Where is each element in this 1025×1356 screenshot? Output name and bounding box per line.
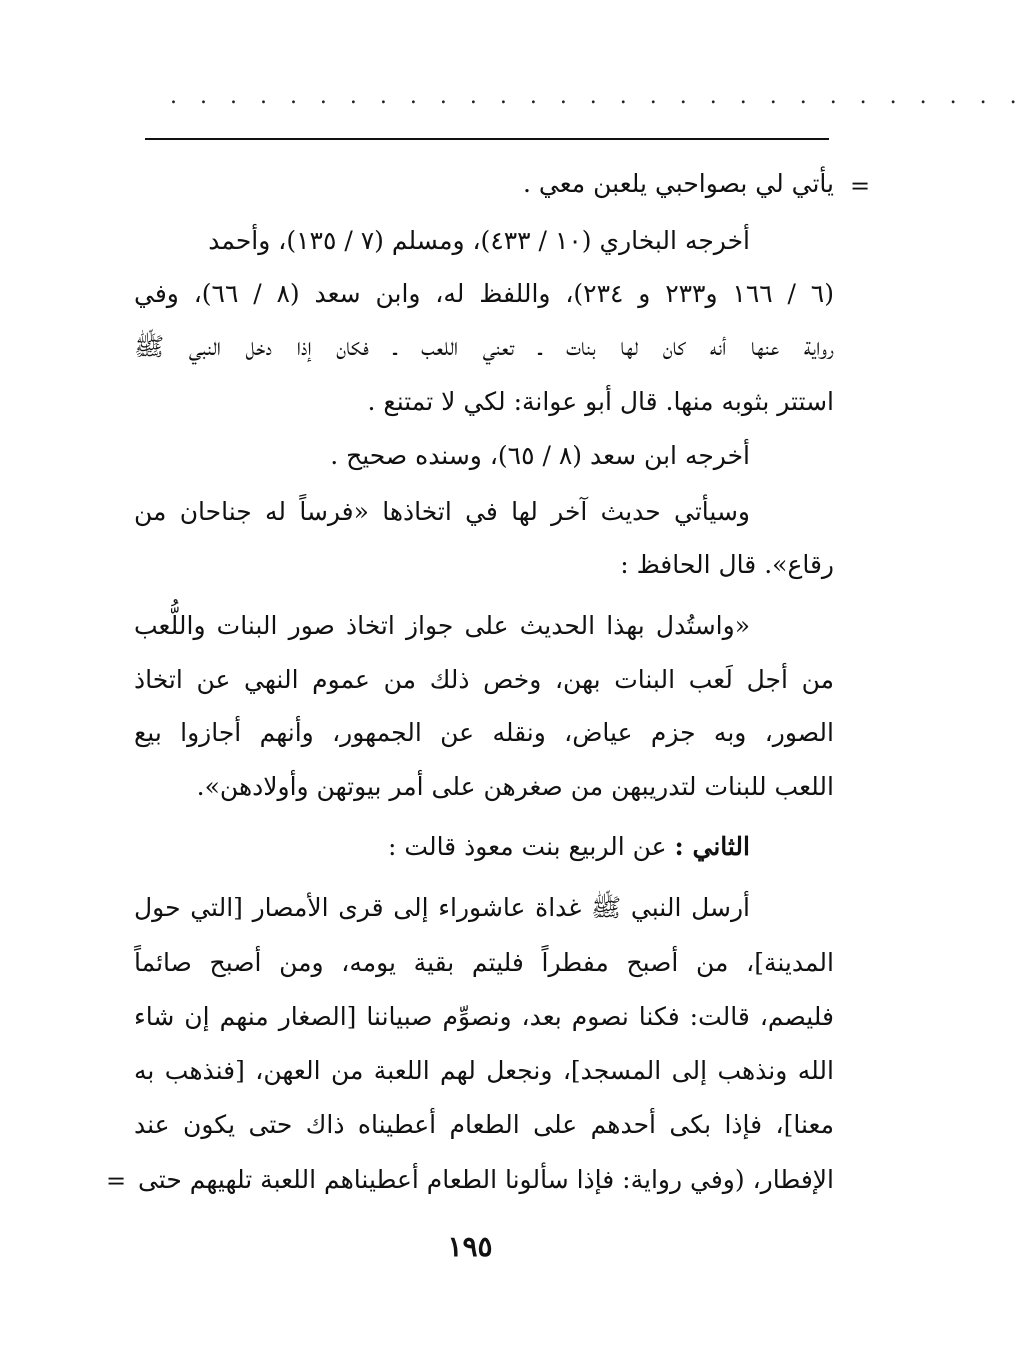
quote-line-4: اللعب للبنات لتدريبهن من صغرهن على أمر بيوتهن وأولادهن». (196, 772, 834, 801)
heading-bold-lead: الثاني : (674, 832, 750, 861)
text-line-3: (٦ / ١٦٦ و٢٣٣ و ٢٣٤)، واللفظ له، وابن سعد (٨ / ٦٦)، وفي (134, 279, 834, 308)
text-line-6: أخرجه ابن سعد (٨ / ٦٥)، وسنده صحيح . (330, 441, 750, 470)
text-line-7: وسيأتي حديث آخر لها في اتخاذها «فرساً له جناحان من (134, 497, 750, 526)
hadith-line-2: المدينة]، من أصبح مفطراً فليتم بقية يومه، ومن أصبح صائماً (134, 948, 834, 977)
quote-line-2: من أجل لَعب البنات بهن، وخص ذلك من عموم النهي عن اتخاذ (134, 665, 834, 694)
hadith-line-5: معنا]، فإذا بكى أحدهم على الطعام أعطيناه ذاك حتى يكون عند (134, 1110, 834, 1139)
hadith-line-6: الإفطار، (وفي رواية: فإذا سألونا الطعام أعطيناهم اللعبة تلهيهم حتى (137, 1165, 834, 1194)
second-hadith-heading (388, 827, 750, 867)
quote-line-1: «واستُدل بهذا الحديث على جواز اتخاذ صور البنات واللُّعب (134, 611, 750, 640)
hadith-line-4: الله ونذهب إلى المسجد]، ونجعل لهم اللعبة من العهن، [فنذهب به (134, 1056, 834, 1085)
footnote-rule (145, 138, 829, 140)
continuation-mark-top: = (850, 172, 871, 200)
text-line-2: أخرجه البخاري (١٠ / ٤٣٣)، ومسلم (٧ / ١٣٥)، وأحمد (208, 226, 750, 255)
header-dots: . . . . . . . . . . . . . . . . . . . . . . . . . . . . . (170, 84, 1025, 109)
text-line-5: استتر بثوبه منها. قال أبو عوانة: لكي لا تمتنع . (367, 387, 834, 416)
hadith-line-3: فليصم، قالت: فكنا نصوم بعد، ونصوِّم صبياننا [الصغار منهم إن شاء (134, 1002, 834, 1031)
text-line-1: يأتي لي بصواحبي يلعبن معي . (523, 169, 834, 198)
page-number: ١٩٥ (447, 1230, 493, 1263)
heading-text: عن الربيع بنت معوذ قالت : (388, 832, 667, 861)
quote-line-3: الصور، وبه جزم عياض، ونقله عن الجمهور، وأنهم أجازوا بيع (134, 718, 834, 747)
text-line-4: رواية عنها أنه كان لها بنات ـ تعني اللعب ـ فكان إذا دخل النبي ﷺ (134, 332, 834, 361)
continuation-mark-bottom: = (106, 1167, 127, 1195)
text-line-8: رقاع». قال الحافظ : (620, 550, 834, 579)
hadith-line-1: أرسل النبي ﷺ غداة عاشوراء إلى قرى الأمصار [التي حول (134, 893, 750, 922)
